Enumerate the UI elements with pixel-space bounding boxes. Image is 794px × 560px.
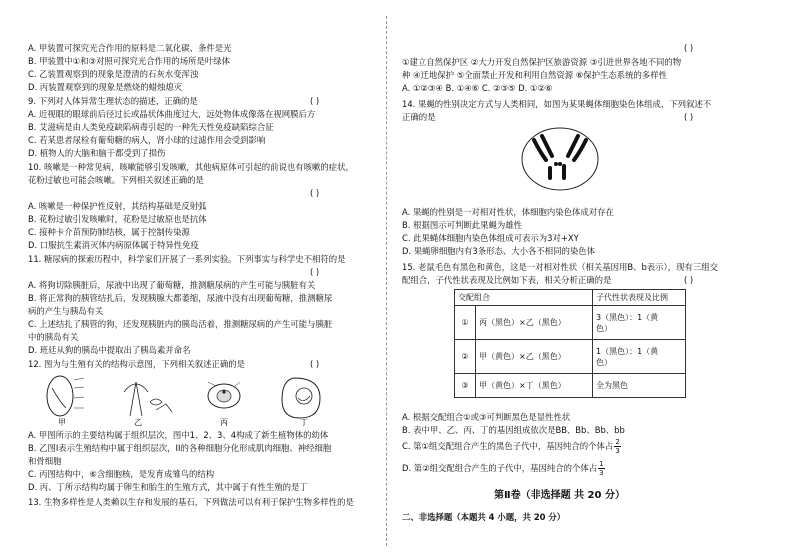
q15-option-c: C. 第①组交配组合产生的黑色子代中，基因纯合的个体占 $\frac{2}{3}$	[402, 438, 620, 455]
q11-option-b-cont: 病的产生与胰岛有关	[28, 306, 104, 316]
egg-diagram	[208, 382, 240, 408]
section-title: 第Ⅱ卷（非选择题 共 20 分）	[494, 490, 625, 501]
q11-option-b: B. 将正常狗的胰管结扎后，发现胰腺大都萎缩，尿液中没有出现葡萄糖，推测糖尿	[28, 293, 333, 303]
flower-diagram	[124, 382, 172, 416]
q9-stem: 9. 下列对人体异常生理状态的描述，正确的是	[28, 96, 198, 106]
row-result: 1（黑色）：1（黄 色）	[593, 340, 686, 374]
q12-figure	[38, 372, 338, 426]
q13-answer-bracket[interactable]: ( )	[684, 43, 694, 53]
q12-option-c: C. 丙图结构中，⑥含细胞核，是发育成雏鸟的结构	[28, 469, 215, 479]
q9-option-a: A. 近视眼的眼球前后径过长或晶状体曲度过大，远处物体成像落在视网膜后方	[28, 109, 316, 119]
row-number: ①	[455, 306, 476, 340]
table-row	[455, 340, 686, 374]
q9-option-b: B. 艾滋病是由人类免疫缺陷病毒引起的一种先天性免疫缺陷综合征	[28, 122, 274, 132]
row-cross: 甲（黄色）×乙（黑色）	[476, 340, 593, 374]
q12-option-d: D. 丙、丁所示结构均属于卵生和胎生的生殖方式，其中属于有性生殖的是丁	[28, 482, 308, 492]
q12-answer-bracket[interactable]: ( )	[310, 359, 320, 369]
q11-option-d: D. 班廷从狗的胰岛中提取出了胰岛素并命名	[28, 345, 191, 355]
q11-option-c-cont: 中的胰岛有关	[28, 332, 79, 342]
fig-label-ding: 丁	[300, 418, 308, 426]
fig-label-bing: 丙	[220, 418, 228, 426]
q10-option-b: B. 花粉过敏引发咳嗽时，花粉是过敏原也是抗体	[28, 214, 207, 224]
row-cross: 丙（黑色）×乙（黑色）	[476, 306, 593, 340]
q13-options: A. ①②③④ B. ①④⑥ C. ②③⑤ D. ①②⑥	[402, 83, 553, 93]
q8-option-a: A. 甲装置可探究光合作用的原料是二氧化碳、条件是光	[28, 43, 232, 53]
fig-label-yi: 乙	[134, 418, 142, 426]
q11-option-c: C. 上述结扎了胰管的狗，还发现胰脏内的胰岛活着，推测糖尿病的产生可能与胰脏	[28, 319, 333, 329]
row-number: ②	[455, 340, 476, 374]
q14-option-a: A. 果蝇的性别是一对相对性状，体细胞内染色体成对存在	[402, 207, 614, 217]
q14-stem-line2: 正确的是	[402, 112, 436, 122]
seed-diagram	[47, 376, 84, 416]
q10-option-d: D. 口服抗生素消灭体内病原体属于特异性免疫	[28, 240, 199, 250]
q14-answer-bracket[interactable]: ( )	[684, 112, 694, 122]
q15-option-b: B. 表中甲、乙、丙、丁的基因组成依次是BB、Bb、Bb、bb	[402, 425, 625, 435]
q12-stem: 12. 图为与生殖有关的结构示意图，下列相关叙述正确的是	[28, 359, 245, 369]
fraction: $\frac{2}{3}$	[615, 438, 620, 455]
q13-choice-line2: 种 ④迁地保护 ⑤全面禁止开发和利用自然资源 ⑥保护生态系统的多样性	[402, 70, 668, 80]
q9-option-c: C. 若某患者尿检有葡萄糖的病人，肾小球的过滤作用会受到影响	[28, 135, 266, 145]
fetus-diagram	[282, 378, 320, 418]
q14-option-c: C. 此果蝇体细胞内染色体组成可表示为3对+XY	[402, 233, 579, 243]
q10-option-c: C. 接种卡介苗预防肺结核，属于控制传染源	[28, 227, 190, 237]
q11-stem: 11. 糖尿病的探索历程中，科学家们开展了一系列实验。下列事实与科学史不相符的是	[28, 254, 346, 264]
q12-option-b-cont: 和骨细胞	[28, 456, 62, 466]
fig-label-jia: 甲	[58, 418, 66, 426]
q8-option-c: C. 乙装置观察到的现象是澄清的石灰水变浑浊	[28, 69, 199, 79]
q8-option-d: D. 丙装置观察到的现象是燃烧的蜡烛熄灭	[28, 82, 183, 92]
q11-option-a: A. 将狗切除胰脏后，尿液中出现了葡萄糖，推测糖尿病的产生可能与胰脏有关	[28, 280, 316, 290]
q13-choice-line1: ①建立自然保护区 ②大力开发自然保护区旅游资源 ③引进世界各地不同的物	[402, 57, 682, 67]
q15-option-d: D. 第②组交配组合产生的子代中，基因纯合的个体占 $\frac{1}{3}$	[402, 460, 604, 477]
q14-option-d: D. 果蝇卵细胞内有3条形态、大小各不相同的染色体	[402, 246, 595, 256]
q12-option-b: B. 乙图I表示生殖结构中属于组织层次，II的各种细胞分化形成肌肉细胞、神经细胞	[28, 443, 332, 453]
table-row	[455, 374, 686, 398]
q15-answer-bracket[interactable]: ( )	[684, 275, 694, 285]
row-result: 3（黑色）：1（黄 色）	[593, 306, 686, 340]
row-cross: 甲（黄色）×丁（黑色）	[476, 374, 593, 398]
chromosome-figure	[520, 126, 600, 192]
row-number: ③	[455, 374, 476, 398]
q10-stem-line2: 花粉过敏也可能会咳嗽。下列相关叙述正确的是	[28, 175, 204, 185]
q15-stem-line1: 15. 老鼠毛色有黑色和黄色，这是一对相对性状（相关基因用B、b表示），现有三组交	[402, 262, 718, 272]
q8-option-b: B. 甲装置中①和③对照可探究光合作用的场所是叶绿体	[28, 56, 230, 66]
q14-option-b: B. 根据图示可判断此果蝇为雄性	[402, 220, 522, 230]
q9-option-d: D. 植物人的大脑和脑干都受到了损伤	[28, 148, 166, 158]
table-row	[455, 306, 686, 340]
section-subtitle: 二、非选择题（本题共 4 小题，共 20 分）	[402, 512, 566, 522]
q12-option-a: A. 甲图所示的主要结构属于组织层次，图中1、2、3、4构成了新生植物体的幼体	[28, 430, 329, 440]
q14-stem-line1: 14. 果蝇的性别决定方式与人类相同，如图为某果蝇体细胞染色体组成，下列叙述不	[402, 99, 712, 109]
fraction: $\frac{1}{3}$	[599, 460, 604, 477]
q10-stem-line1: 10. 咳嗽是一种常见病，咳嗽能够引发咳嗽，其他病原体可引起的前说也有咳嗽的症状，	[28, 162, 354, 172]
q11-answer-bracket[interactable]: ( )	[310, 267, 320, 277]
table-header-row	[455, 290, 686, 306]
q15-option-a: A. 根据交配组合①或③可判断黑色是显性性状	[402, 412, 571, 422]
q9-answer-bracket[interactable]: ( )	[310, 96, 320, 106]
q15-stem-line2: 配组合，子代性状表现及比例如下表，相关分析正确的是	[402, 275, 612, 285]
column-divider	[386, 16, 387, 546]
header-result: 子代性状表现及比例	[593, 290, 686, 306]
header-cross: 交配组合	[455, 290, 593, 306]
row-result: 全为黑色	[593, 374, 686, 398]
q13-stem: 13. 生物多样性是人类赖以生存和发展的基石，下列做法可以有利于保护生物多样性的是	[28, 497, 354, 507]
q10-answer-bracket[interactable]: ( )	[310, 188, 320, 198]
q15-cross-table	[454, 289, 686, 398]
q10-option-a: A. 咳嗽是一种保护性反射，其结构基础是反射弧	[28, 201, 207, 211]
